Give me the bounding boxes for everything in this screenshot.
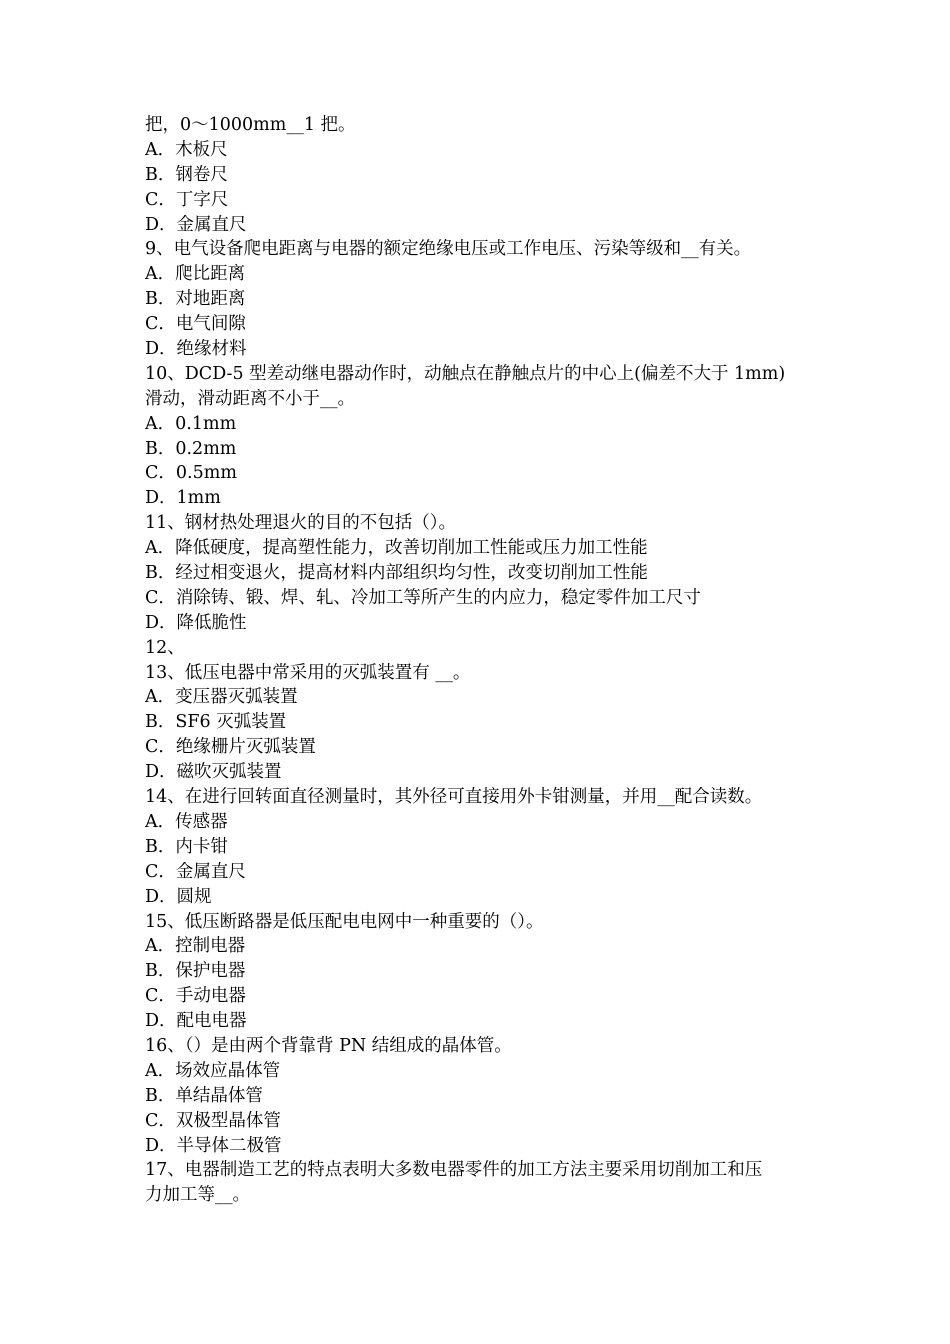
option-line: C．金属直尺 [145, 861, 246, 882]
option-line: B．SF6 灭弧装置 [145, 712, 287, 733]
option-line: B．钢卷尺 [145, 164, 228, 185]
option-line: B．保护电器 [145, 961, 246, 982]
option-line: A．木板尺 [145, 139, 228, 160]
question-line: 12、 [145, 637, 185, 658]
option-line: C．双极型晶体管 [145, 1110, 281, 1131]
option-line: A．爬比距离 [145, 264, 246, 285]
document-body [145, 113, 817, 1208]
option-line: C．手动电器 [145, 986, 246, 1007]
option-line: A．0.1mm [145, 413, 237, 434]
question-line: 15、低压断路器是低压配电电网中一种重要的（）。 [145, 911, 544, 932]
option-line: C．消除铸、锻、焊、轧、冷加工等所产生的内应力，稳定零件加工尺寸 [145, 587, 701, 608]
question-line: 10、DCD-5 型差动继电器动作时，动触点在静触点片的中心上(偏差不大于 1mm) [145, 363, 786, 384]
question-line: 16、（）是由两个背靠背 PN 结组成的晶体管。 [145, 1035, 512, 1056]
option-line: D．金属直尺 [145, 214, 247, 235]
option-line: A．变压器灭弧装置 [145, 687, 298, 708]
question-line: 14、在进行回转面直径测量时，其外径可直接用外卡钳测量，并用__配合读数。 [145, 787, 763, 808]
option-line: B．0.2mm [145, 438, 237, 459]
option-line: D．半导体二极管 [145, 1135, 282, 1156]
option-line: C．丁字尺 [145, 189, 229, 210]
option-line: A．场效应晶体管 [145, 1060, 281, 1081]
option-line: D．圆规 [145, 886, 212, 907]
question-line: 17、电器制造工艺的特点表明大多数电器零件的加工方法主要采用切削加工和压 [145, 1160, 763, 1181]
option-line: C．绝缘栅片灭弧装置 [145, 737, 316, 758]
option-line: D．降低脆性 [145, 612, 247, 633]
question-line: 13、低压电器中常采用的灭弧装置有 __。 [145, 662, 471, 683]
question-line: 9、电气设备爬电距离与电器的额定绝缘电压或工作电压、污染等级和__有关。 [145, 239, 752, 260]
option-line: A．降低硬度，提高塑性能力，改善切削加工性能或压力加工性能 [145, 538, 648, 559]
option-line: C．电气间隙 [145, 314, 246, 335]
option-line: C．0.5mm [145, 463, 237, 484]
option-line: B．内卡钳 [145, 836, 228, 857]
question-line: 11、钢材热处理退火的目的不包括（）。 [145, 513, 457, 534]
option-line: D．1mm [145, 488, 221, 509]
text-line: 把，0～1000mm__1 把。 [145, 115, 356, 135]
option-line: D．磁吹灭弧装置 [145, 762, 282, 783]
option-line: A．传感器 [145, 811, 228, 832]
option-line: B．单结晶体管 [145, 1085, 263, 1106]
option-line: D．绝缘材料 [145, 339, 247, 360]
option-line: A．控制电器 [145, 936, 246, 957]
question-line: 滑动，滑动距离不小于__。 [145, 388, 355, 409]
option-line: B．对地距离 [145, 289, 246, 310]
question-line: 力加工等__。 [145, 1185, 250, 1206]
option-line: B．经过相变退火，提高材料内部组织均匀性，改变切削加工性能 [145, 563, 648, 584]
option-line: D．配电电器 [145, 1011, 247, 1032]
